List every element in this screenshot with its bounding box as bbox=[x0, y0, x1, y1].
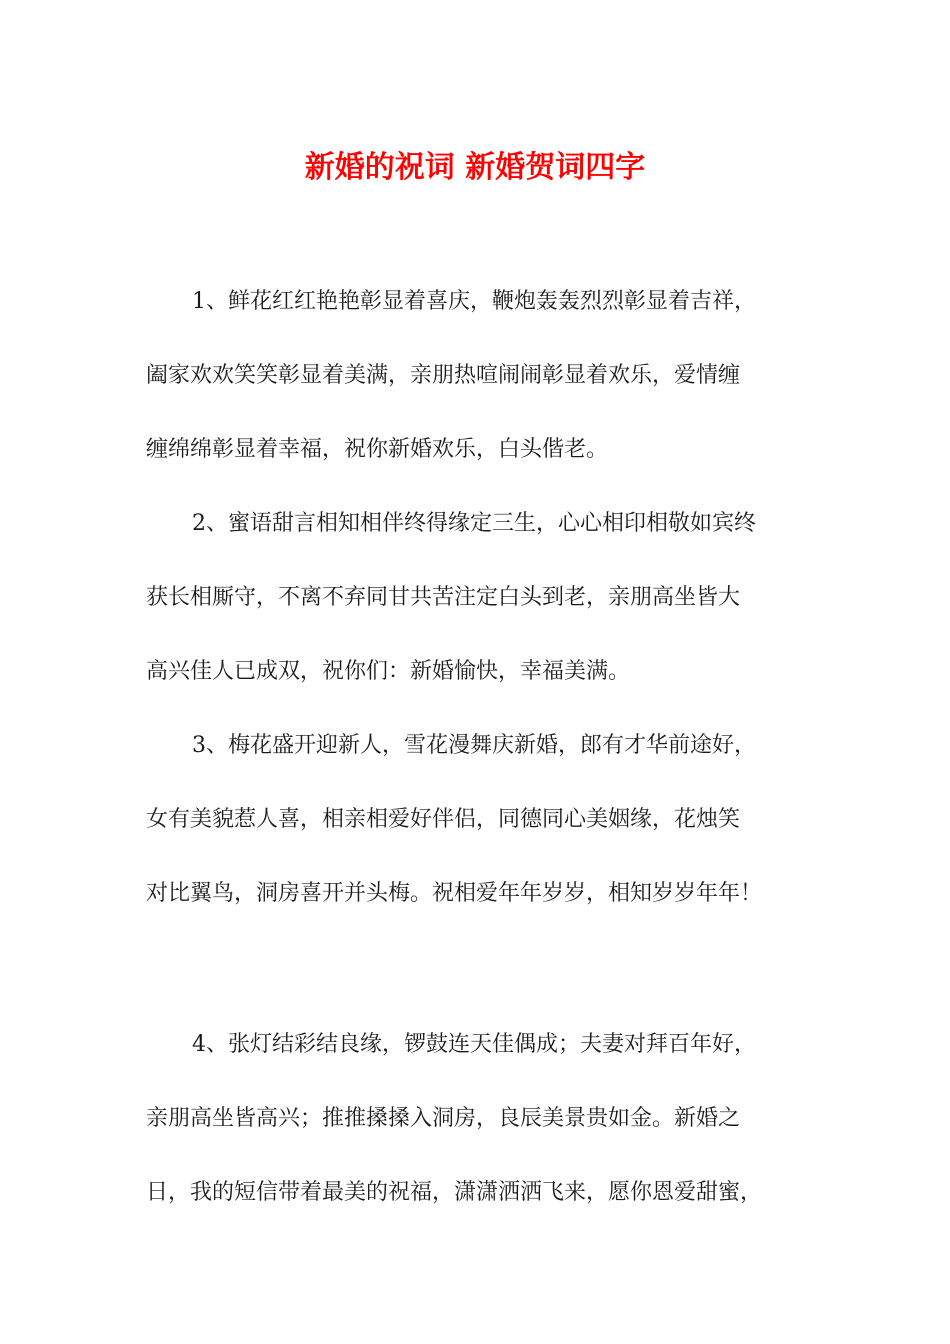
paragraph-line: 获长相厮守，不离不弃同甘共苦注定白头到老，亲朋高坐皆大 bbox=[146, 585, 741, 610]
paragraph-line: 2、蜜语甜言相知相伴终得缘定三生，心心相印相敬如宾终 bbox=[192, 511, 756, 536]
paragraph-line: 女有美貌惹人喜，相亲相爱好伴侣，同德同心美姻缘，花烛笑 bbox=[146, 807, 741, 832]
paragraph-line: 日，我的短信带着最美的祝福，潇潇洒洒飞来，愿你恩爱甜蜜， bbox=[146, 1180, 763, 1205]
paragraph-line: 亲朋高坐皆高兴；推推搡搡入洞房，良辰美景贵如金。新婚之 bbox=[146, 1106, 741, 1131]
paragraph-line: 高兴佳人已成双，祝你们：新婚愉快，幸福美满。 bbox=[146, 659, 631, 684]
paragraph-line: 1、鲜花红红艳艳彰显着喜庆，鞭炮轰轰烈烈彰显着吉祥， bbox=[192, 289, 756, 314]
document-title: 新婚的祝词 新婚贺词四字 bbox=[304, 150, 646, 185]
paragraph-line: 缠绵绵彰显着幸福，祝你新婚欢乐，白头偕老。 bbox=[146, 437, 609, 462]
paragraph-line: 3、梅花盛开迎新人，雪花漫舞庆新婚，郎有才华前途好， bbox=[192, 733, 756, 758]
paragraph-line: 阖家欢欢笑笑彰显着美满，亲朋热喧闹闹彰显着欢乐，爱情缠 bbox=[146, 363, 741, 388]
paragraph-line: 对比翼鸟，洞房喜开并头梅。祝相爱年年岁岁，相知岁岁年年！ bbox=[146, 881, 763, 906]
paragraph-line: 4、张灯结彩结良缘，锣鼓连天佳偶成；夫妻对拜百年好， bbox=[192, 1032, 756, 1057]
